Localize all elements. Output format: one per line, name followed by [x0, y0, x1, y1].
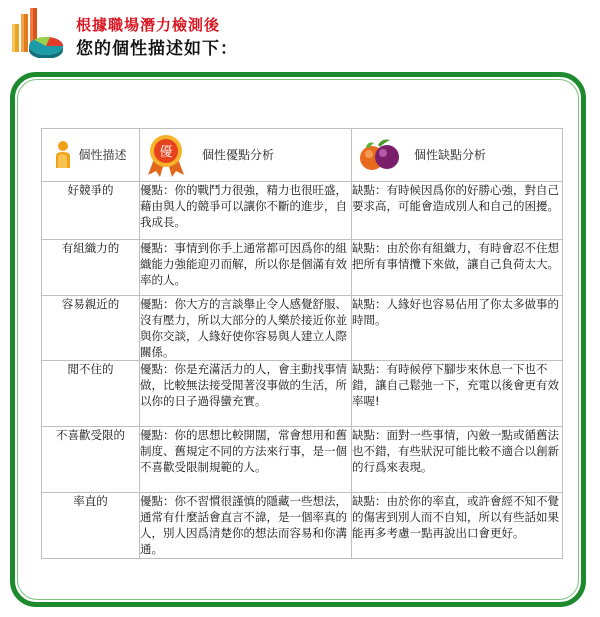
table-header-row [42, 129, 563, 182]
pro-text: 優點：你大方的言談舉止令人感覺舒服、沒有壓力，所以大部分的人樂於接近你並與你交談，人緣好使你容易與人建立人際關係。 [140, 297, 347, 359]
pro-text: 優點：你的思想比較開闊，常會想用和舊制度、舊規定不同的方法來行事，是一個不喜歡受限制規範的人。 [140, 428, 347, 474]
table-row [42, 493, 563, 559]
pro-cell [140, 427, 352, 493]
header-pros-label: 個性優點分析 [202, 148, 275, 162]
header-cons-label: 個性缺點分析 [414, 148, 487, 162]
bar-chart-pie-logo-icon [8, 6, 64, 58]
pro-cell [140, 182, 352, 240]
header-pros-cell [140, 129, 352, 182]
header-cons-cell [352, 129, 563, 182]
table-row [42, 296, 563, 361]
con-cell [352, 493, 563, 559]
pro-cell [140, 361, 352, 427]
trait-cell: 率直的 [42, 493, 140, 559]
personality-table [41, 128, 563, 559]
con-text: 缺點：面對一些事情，內斂一點或循舊法也不錯，有些狀況可能比較不適合以創新的行爲來表現。 [352, 428, 559, 474]
medal-badge-icon [146, 133, 186, 177]
con-cell [352, 361, 563, 427]
page-title: 您的個性描述如下： [76, 39, 238, 59]
con-cell [352, 182, 563, 240]
pro-text: 優點：你不習慣很謹慎的隱藏一些想法，通常有什麼話會直言不諱，是一個率真的人，別人因爲清楚你的想法而容易和你溝通。 [140, 494, 347, 556]
person-icon [54, 140, 72, 170]
con-text: 缺點：由於你的率直，或許會經不知不覺的傷害到別人而不自知，所以有些話如果能再多考慮一點再說出口會更好。 [352, 494, 559, 540]
medal-badge-char: 優 [159, 145, 173, 160]
con-cell [352, 427, 563, 493]
table-row [42, 182, 563, 240]
con-cell [352, 296, 563, 361]
pro-cell [140, 493, 352, 559]
page-subtitle: 根據職場潛力檢測後 [76, 16, 221, 34]
fruit-icon [358, 137, 402, 173]
table-row [42, 427, 563, 493]
pro-cell [140, 296, 352, 361]
header-trait-cell [42, 129, 140, 182]
pro-text: 優點：你的戰鬥力很強，精力也很旺盛，藉由與人的競爭可以讓你不斷的進步，自我成長。 [140, 183, 347, 229]
con-text: 缺點：有時候停下腳步來休息一下也不錯，讓自己鬆弛一下，充電以後會更有效率喔! [352, 362, 559, 408]
con-text: 缺點：有時候因爲你的好勝心強，對自己要求高，可能會造成別人和自己的困擾。 [352, 183, 559, 213]
trait-cell: 容易親近的 [42, 296, 140, 361]
header-trait-label: 個性描述 [78, 148, 127, 162]
table-row [42, 361, 563, 427]
pro-text: 優點：事情到你手上通常都可因爲你的組織能力強能迎刃而解，所以你是個滿有效率的人。 [140, 241, 347, 287]
con-cell [352, 240, 563, 296]
con-text: 缺點：人緣好也容易佔用了你太多做事的時間。 [352, 297, 559, 327]
trait-cell: 好競爭的 [42, 182, 140, 240]
pro-cell [140, 240, 352, 296]
con-text: 缺點：由於你有組織力，有時會忍不住想把所有事情攬下來做，讓自己負荷太大。 [352, 241, 559, 271]
trait-cell: 有組織力的 [42, 240, 140, 296]
table-row [42, 240, 563, 296]
trait-cell: 閒不住的 [42, 361, 140, 427]
trait-cell: 不喜歡受限的 [42, 427, 140, 493]
pro-text: 優點：你是充滿活力的人，會主動找事情做，比較無法接受閒著沒事做的生活，所以你的日子過得蠻充實。 [140, 362, 347, 408]
